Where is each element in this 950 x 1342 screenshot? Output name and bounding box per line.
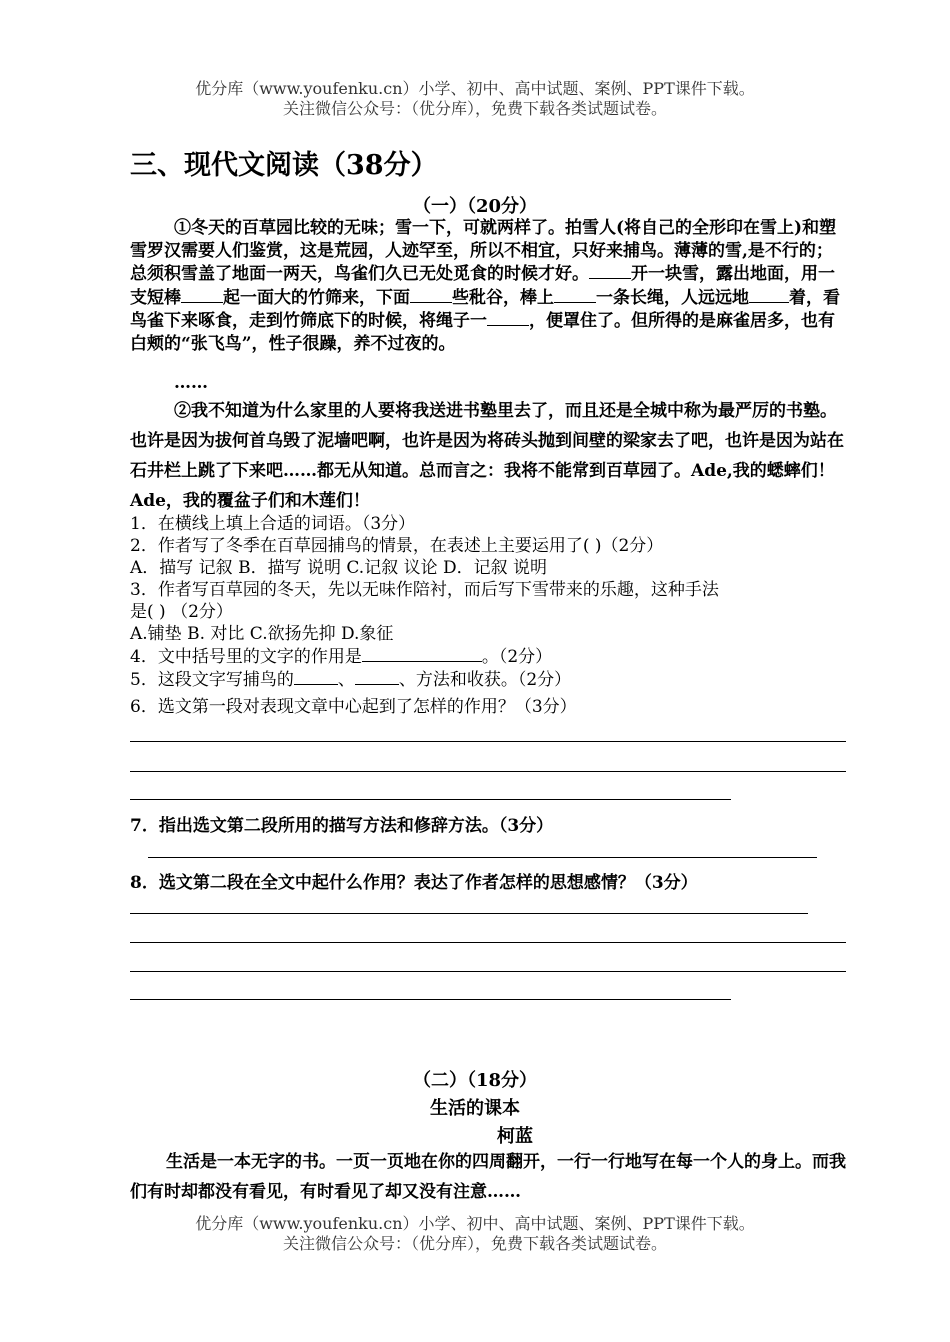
blank[interactable] — [749, 286, 789, 303]
answer-line[interactable] — [130, 799, 731, 800]
section-title: 三、现代文阅读（38分） — [130, 150, 438, 181]
header-line-1: 优分库（www.youfenku.cn）小学、初中、高中试题、案例、PPT课件下载。 — [195, 79, 755, 98]
blank[interactable] — [294, 668, 338, 685]
answer-line[interactable] — [130, 999, 731, 1000]
answer-line[interactable] — [130, 942, 846, 943]
question-1: 1．在横线上填上合适的词语。（3分） — [130, 514, 416, 534]
part1-heading: （一）（20分） — [412, 196, 538, 217]
part2-heading: （二）（18分） — [412, 1070, 538, 1091]
passage-paragraph-2: ②我不知道为什么家里的人要将我送进书塾里去了，而且还是全城中称为最严厉的书塾。也许是因为拔何首乌毁了泥墙吧啊，也许是因为将砖头抛到间壁的梁家去了吧，也许是因为站在石井栏上跳了下来吧……都无从知道。总而言之：我将不能常到百草园了。Ade,我的蟋蟀们！Ade，我的覆盆子们和木莲们！ — [130, 401, 844, 511]
question-7: 7．指出选文第二段所用的描写方法和修辞方法。（3分） — [130, 816, 554, 836]
answer-line[interactable] — [130, 741, 846, 742]
blank[interactable] — [589, 262, 631, 279]
answer-line[interactable] — [130, 771, 846, 772]
question-3-line-2: 是( ) （2分） — [130, 602, 233, 622]
question-5: 5．这段文字写捕鸟的 、 、方法和收获。（2分） — [130, 670, 572, 690]
answer-line[interactable] — [130, 971, 846, 972]
passage-paragraph-1: ①冬天的百草园比较的无味；雪一下，可就两样了。拍雪人(将自己的全形印在雪上)和塑雪罗汉需要人们鉴赏，这是荒园，人迹罕至，所以不相宜，只好来捕鸟。薄薄的雪,是不行的；总须积雪盖了地面一两天，鸟雀们久已无处觅食的时候才好。 开一块雪，露出地面，用一支短棒 起一面大的竹筛来，下面 些秕谷，棒上 一条长绳，人远远地 着，看鸟雀下来啄食，走到竹筛底下的时候，将绳子一 ，便罩住了。但所得的是麻雀居多，也有白颊的“张飞鸟”，性子很躁，养不过夜的。 — [130, 218, 840, 354]
question-8: 8．选文第二段在全文中起什么作用？表达了作者怎样的思想感情？（3分） — [130, 873, 698, 893]
question-2: 2．作者写了冬季在百草园捕鸟的情景，在表述上主要运用了( )（2分） — [130, 536, 664, 556]
blank[interactable] — [487, 309, 529, 326]
article-author: 柯蓝 — [497, 1126, 533, 1147]
ellipsis: …… — [174, 373, 208, 393]
question-2-options: A．描写 记叙 B．描写 说明 C.记叙 议论 D．记叙 说明 — [130, 558, 548, 578]
footer-line-2: 关注微信公众号：（优分库），免费下载各类试题试卷。 — [282, 1234, 667, 1253]
question-6: 6．选文第一段对表现文章中心起到了怎样的作用？（3分） — [130, 697, 577, 717]
question-4: 4．文中括号里的文字的作用是 。（2分） — [130, 647, 553, 667]
question-3-line-1: 3．作者写百草园的冬天，先以无味作陪衬，而后写下雪带来的乐趣，这种手法 — [130, 580, 719, 600]
blank[interactable] — [554, 286, 596, 303]
article-paragraph: 生活是一本无字的书。一页一页地在你的四周翻开，一行一行地写在每一个人的身上。而我们有时却都没有看见，有时看见了却又没有注意…… — [130, 1152, 846, 1202]
answer-line[interactable] — [148, 857, 817, 858]
article-title: 生活的课本 — [430, 1098, 520, 1119]
blank[interactable] — [362, 645, 482, 662]
blank[interactable] — [355, 668, 399, 685]
answer-line[interactable] — [130, 913, 808, 914]
question-3-options: A.铺垫 B. 对比 C.欲扬先抑 D.象征 — [130, 624, 394, 644]
blank[interactable] — [410, 286, 452, 303]
header-line-2: 关注微信公众号：（优分库），免费下载各类试题试卷。 — [282, 99, 667, 118]
blank[interactable] — [181, 286, 223, 303]
footer-line-1: 优分库（www.youfenku.cn）小学、初中、高中试题、案例、PPT课件下载。 — [195, 1214, 755, 1233]
